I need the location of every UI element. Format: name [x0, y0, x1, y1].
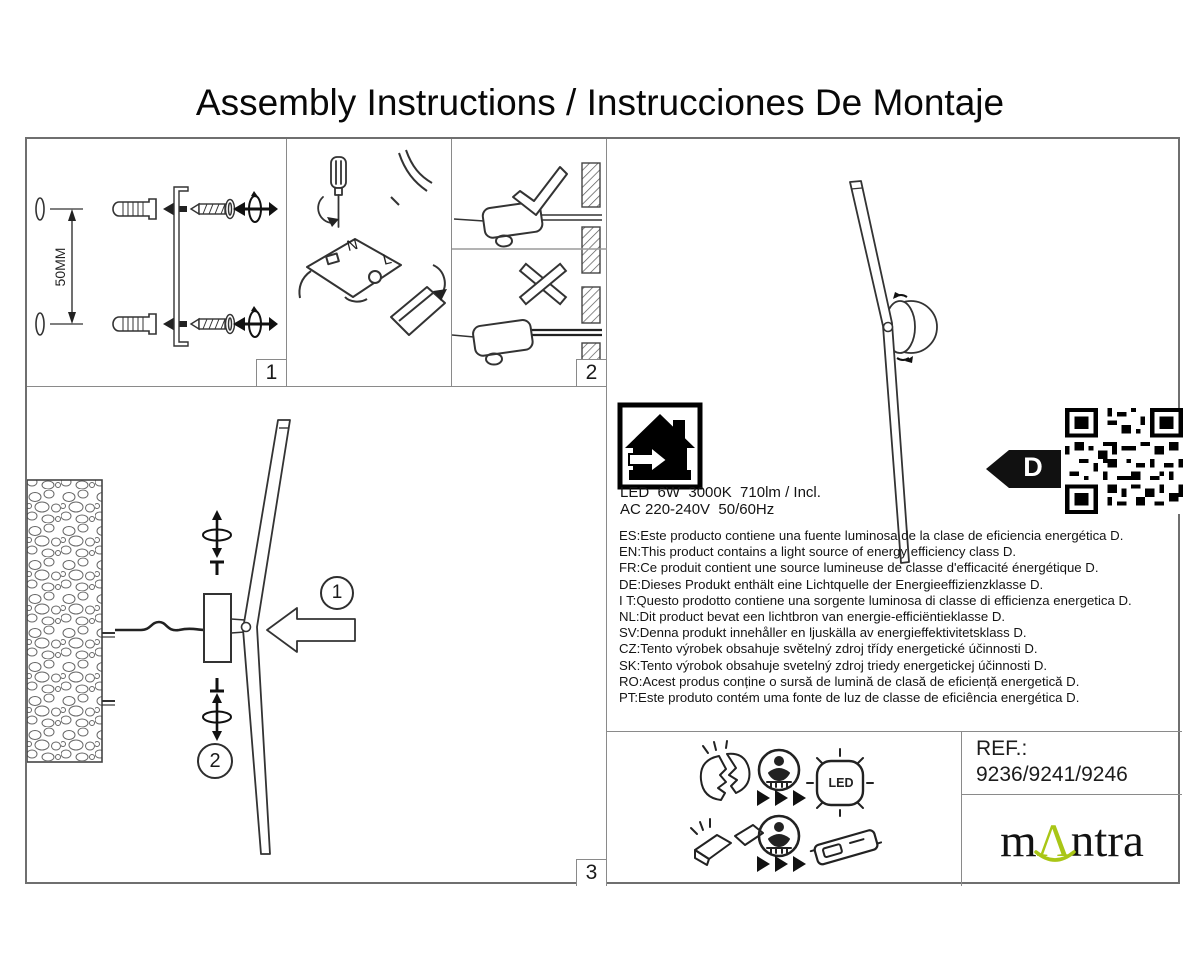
panel-number-1: 1 — [256, 359, 286, 386]
step-2-marker: 2 — [197, 743, 233, 779]
panel-drilling — [27, 139, 287, 387]
ref-label: REF.: — [976, 737, 1028, 760]
energy-class-letter: D — [1023, 452, 1043, 482]
lang-line-sv: SV:Denna produkt innehåller en ljuskälla av energieffektivitetsklass D. — [619, 625, 1027, 641]
spec-power-line: LED 6W 3000K 710lm / Incl. — [620, 484, 821, 501]
logo-letter-m: m — [1000, 814, 1037, 867]
product-info-area — [607, 139, 1182, 732]
lang-line-nl: NL:Dit product bevat een lichtbron van energie-efficiëntieklasse D. — [619, 609, 1006, 625]
spec-block — [620, 484, 821, 518]
lang-line-fr: FR:Ce produit contient une source lumineuse de classe d'efficacité énergétique D. — [619, 560, 1099, 576]
driver-placement-diagram-icon — [452, 139, 607, 387]
neutral-wire-label: N — [345, 235, 360, 256]
qr-code-icon — [1065, 408, 1183, 514]
logo-caret: Λ — [1036, 814, 1071, 867]
lang-line-pt: PT:Este produto contém uma fonte de luz de classe de eficiência energética D. — [619, 690, 1080, 706]
panel-mounting — [27, 387, 607, 886]
lang-line-en: EN:This product contains a light source of energy efficiency class D. — [619, 544, 1017, 560]
instruction-sheet — [25, 137, 1180, 884]
spec-voltage-line: AC 220-240V 50/60Hz — [620, 501, 775, 518]
step-1-marker: 1 — [320, 576, 354, 610]
hole-distance-dimension: 50MM — [52, 247, 68, 287]
mounting-diagram-icon — [27, 387, 607, 886]
lang-line-ro: RO:Acest produs conține o sursă de lumină de clasă de eficiență energetică D. — [619, 673, 1080, 689]
live-wire-label: L — [381, 250, 394, 269]
led-badge-label: LED — [828, 776, 854, 790]
lang-line-cz: CZ:Tento výrobek obsahuje světelný zdroj třídy energetické účinnosti D. — [619, 641, 1038, 657]
panel-wiring — [287, 139, 452, 387]
brand-area — [962, 795, 1182, 886]
energy-language-block — [619, 528, 1132, 706]
logo-letters-ntra: ntra — [1070, 814, 1144, 867]
disposal-icons — [607, 732, 962, 886]
lang-line-it: I T:Questo prodotto contiene una sorgente luminosa di classe di efficienza energetica D. — [619, 592, 1132, 608]
lang-line-sk: SK:Tento výrobok obsahuje svetelný zdroj triedy energetickej účinnosti D. — [619, 657, 1048, 673]
indoor-use-icon — [617, 402, 703, 490]
disposal-icons-area — [607, 732, 962, 886]
panel-number-2: 2 — [576, 359, 606, 386]
lang-line-de: DE:Dieses Produkt enthält eine Lichtquelle der Energieeffizienzklasse D. — [619, 576, 1044, 592]
page-title: Assembly Instructions / Instrucciones De Montaje — [195, 82, 1005, 123]
ref-value: 9236/9241/9246 — [976, 763, 1128, 786]
wiring-diagram-icon — [287, 139, 452, 387]
mantra-logo — [962, 795, 1182, 886]
panel-number-3: 3 — [576, 859, 606, 886]
panel-driver-placement — [452, 139, 607, 387]
reference-area — [962, 732, 1182, 795]
lang-line-es: ES:Este producto contiene una fuente luminosa de la clase de eficiencia energética D. — [619, 528, 1124, 543]
